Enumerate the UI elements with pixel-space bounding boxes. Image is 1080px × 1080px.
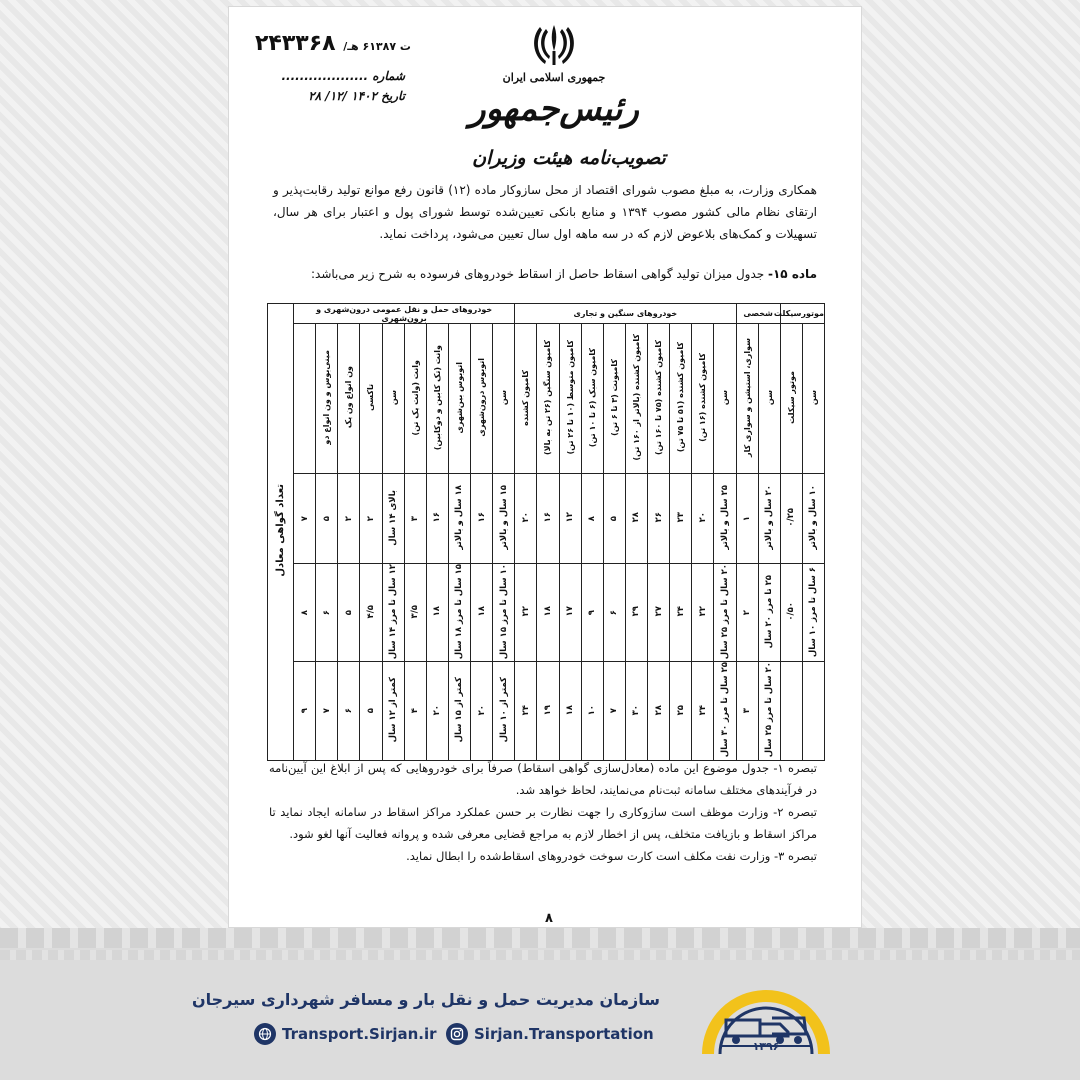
table-cell [515, 662, 537, 760]
column-header [714, 324, 736, 474]
table-cell [448, 474, 470, 564]
table-cell [802, 474, 824, 564]
table-cell [692, 474, 714, 564]
table-cell [692, 564, 714, 662]
cell-value: ۵ [609, 515, 620, 521]
column-header-label: مینی‌بوس و ون انواع دو [322, 350, 332, 445]
table-cell [603, 564, 625, 662]
column-header-label: سن [808, 389, 818, 406]
cell-value: ۲۰ سال تا مرز ۲۵ سال [719, 564, 730, 660]
cell-value: ۸ [299, 609, 310, 616]
cell-value: ۲۶ [653, 512, 664, 523]
table-cell [670, 662, 692, 760]
table-cell [581, 662, 603, 760]
cell-value: ۲۴ [697, 704, 708, 716]
cell-value: ۱۸ [542, 606, 553, 617]
cell-value: ۱۹ [542, 704, 553, 716]
cell-value: ۲۰ [520, 512, 531, 523]
cell-value: ۱۶ [476, 512, 487, 523]
column-header [316, 324, 338, 474]
table-cell [736, 564, 758, 662]
table-cell [316, 564, 338, 662]
cell-value: ۲۵ سال و بالاتر [719, 485, 730, 550]
column-header-label: کامیون کشنده (۷۵ تا ۱۶۰ تن) [654, 339, 664, 455]
table-cell [802, 662, 824, 760]
table-cell [736, 474, 758, 564]
document-number: ت ۶۱۳۸۷ هـ/ ۲۴۳۳۶۸ [255, 31, 411, 56]
table-cell [426, 474, 448, 564]
cell-value: ۱۰ سال و بالاتر [808, 485, 819, 550]
table-row [268, 662, 825, 760]
table-cell [603, 662, 625, 760]
date-line: تاریخ ۱۴۰۲ /۱۲/ ۲۸ [308, 89, 405, 103]
column-header [382, 324, 404, 474]
cell-value: ۱۸ [432, 606, 443, 617]
table-cell [670, 474, 692, 564]
cell-value: ۲۵ سال تا مرز ۳۰ سال [719, 662, 730, 758]
cell-value: کمتر از ۱۵ سال [454, 677, 465, 743]
notes-section [269, 757, 817, 867]
column-header [603, 324, 625, 474]
side-header: تعداد گواهی معادل [275, 484, 286, 578]
column-header [802, 324, 824, 474]
table-cell [758, 474, 780, 564]
column-header [625, 324, 647, 474]
table-cell [780, 474, 802, 564]
table-cell [382, 474, 404, 564]
globe-icon [254, 1023, 276, 1045]
instagram-link[interactable] [446, 1022, 654, 1046]
instagram-handle: Sirjan.Transportation [474, 1025, 654, 1043]
group-header-private: شخصی [736, 304, 780, 324]
cell-value: کمتر از ۱۲ سال [388, 677, 399, 743]
column-header-label: کامیون سبک (۶ تا ۱۰ تن) [587, 347, 597, 448]
table-cell [316, 474, 338, 564]
column-header [692, 324, 714, 474]
table-cell [493, 662, 515, 760]
table-cell [294, 564, 316, 662]
cell-value: ۲۰ [697, 512, 708, 523]
document-meta [255, 69, 405, 109]
cell-value: ۲ [365, 515, 376, 521]
cell-value: ۰/۵۰ [786, 602, 797, 621]
table-cell [471, 662, 493, 760]
column-header [515, 324, 537, 474]
scrap-certificate-table [267, 303, 825, 758]
table-cell [404, 662, 426, 760]
cell-value: ۱ [742, 515, 753, 521]
cell-value: ۲۵ [675, 704, 686, 716]
table-cell [360, 474, 382, 564]
table-cell [338, 662, 360, 760]
cell-value: ۸ [587, 515, 598, 521]
cell-value: ۲۰ سال و بالاتر [764, 485, 775, 550]
cell-value: ۶ سال تا مرز ۱۰ سال [808, 566, 819, 657]
table-group-header-row [268, 304, 825, 324]
cell-value: ۶ [343, 708, 354, 714]
table-cell [670, 564, 692, 662]
table-cell [714, 662, 736, 760]
page-number: ۸ [545, 911, 553, 926]
table-cell [537, 564, 559, 662]
column-header [426, 324, 448, 474]
table-cell [648, 474, 670, 564]
column-header [404, 324, 426, 474]
table-cell [360, 564, 382, 662]
table-cell [515, 474, 537, 564]
table-cell [648, 564, 670, 662]
cell-value: ۲۴ [520, 704, 531, 716]
organization-name: سازمان مدیریت حمل و نقل بار و مسافر شهرداری سیرجان [191, 990, 660, 1009]
table-cell [780, 662, 802, 760]
cell-value: ۶ [321, 609, 332, 616]
column-header-label: کامیون کشنده (۵۱ تا ۷۵ تن) [676, 342, 686, 453]
cell-value: ۳ [410, 515, 421, 521]
cell-value: ۲۰ [476, 704, 487, 716]
table-cell [338, 474, 360, 564]
table-cell [736, 662, 758, 760]
table-cell [471, 474, 493, 564]
cell-value: ۲ [343, 515, 354, 521]
table-cell [758, 564, 780, 662]
table-cell [625, 662, 647, 760]
column-header-label: ون انواع ون یک [344, 366, 354, 429]
cell-value: ۲۸ [631, 512, 642, 523]
group-header-motorcycle: موتورسیکلت [780, 304, 824, 324]
table-cell [360, 662, 382, 760]
table-cell [316, 662, 338, 760]
column-header [670, 324, 692, 474]
column-header [448, 324, 470, 474]
column-header-label: وانت (تک کابین و دوکابین) [432, 344, 442, 451]
article-15: ماده ۱۵- جدول میزان تولید گواهی اسقاط حاصل از اسقاط خودروهای فرسوده به شرح زیر می‌باشد: [311, 267, 817, 281]
table-cell [780, 564, 802, 662]
cell-value: ۲ [742, 609, 753, 616]
table-cell [294, 474, 316, 564]
column-header [338, 324, 360, 474]
column-header-label: سواری، استیشن و سواری کار [742, 337, 752, 458]
cell-value: ۱۸ [476, 606, 487, 617]
column-header [736, 324, 758, 474]
column-header-label: سن [764, 389, 774, 406]
cell-value: کمتر از ۱۰ سال [498, 677, 509, 743]
republic-title: جمهوری اسلامی ایران [502, 71, 606, 84]
cell-value: ۲۳ [675, 512, 686, 523]
instagram-icon [446, 1023, 468, 1045]
table-cell [338, 564, 360, 662]
cell-value: ۳۰ [631, 704, 642, 716]
cell-value: ۲۵ تا مرز ۲۰ سال [764, 574, 775, 649]
cell-value: ۵ [321, 515, 332, 521]
cell-value: ۲۹ [631, 606, 642, 617]
cell-value: ۳ [742, 708, 753, 714]
column-header [493, 324, 515, 474]
table-cell [625, 564, 647, 662]
table-cell [448, 662, 470, 760]
column-header-label: کامیون کشنده [521, 369, 531, 426]
group-header-public: خودروهای حمل و نقل عمومی درون‌شهری و برون‌شهری [294, 304, 515, 324]
table-cell [404, 564, 426, 662]
cell-value: ۱۲ [565, 512, 576, 523]
cell-value: ۳/۵ [410, 604, 421, 619]
table-cell [559, 474, 581, 564]
table-column-header-row [268, 324, 825, 474]
note-1: تبصره ۱- جدول موضوع این ماده (معادل‌سازی گواهی اسقاط) صرفاً برای خودروهایی که پس از ابلاغ این آیین‌نامه در فرآیندهای مختلف سامانه ثبت‌نام می‌نمایند، لحاظ خواهد شد. [269, 761, 817, 797]
cell-value: ۲۰ [432, 704, 443, 716]
cell-value: ۷ [299, 515, 310, 521]
website-link[interactable] [254, 1022, 437, 1046]
cell-value: ۹ [587, 609, 598, 616]
table-cell [493, 474, 515, 564]
table-cell [692, 662, 714, 760]
table-cell [493, 564, 515, 662]
column-header [471, 324, 493, 474]
decree-document [228, 6, 862, 928]
cell-value: ۱۰ [587, 704, 598, 716]
table-cell [603, 474, 625, 564]
cell-value: ۱۷ [565, 606, 576, 617]
table-cell [714, 474, 736, 564]
cell-value: ۲۷ [653, 606, 664, 617]
table-cell [802, 564, 824, 662]
table-cell [625, 474, 647, 564]
footer-pattern-2 [0, 950, 1080, 960]
column-header-label: موتور سیکلت [786, 371, 796, 424]
table-cell [294, 662, 316, 760]
logo-year: ۱۳۹۶ [752, 1040, 780, 1053]
column-header-label: سن [720, 389, 730, 406]
table-row [268, 474, 825, 564]
column-header-label: وانت (وانت یک تن) [410, 359, 420, 436]
cell-value: ۱۰ سال تا مرز ۱۵ سال [498, 564, 509, 660]
website-url: Transport.Sirjan.ir [282, 1025, 437, 1043]
cell-value: بالای ۱۴ سال [388, 489, 399, 546]
table-cell [581, 564, 603, 662]
cell-value: ۶ [609, 609, 620, 616]
table-cell [537, 662, 559, 760]
cell-value: ۵ [343, 609, 354, 616]
column-header-label: کامیون کشنده (بالاتر از ۱۶۰ تن) [631, 334, 641, 461]
paragraph-1: همکاری وزارت، به مبلغ مصوب شورای اقتصاد از محل سازوکار ماده (۱۲) قانون رفع موانع تولید رقابت‌پذیر و ارتقای نظام مالی کشور مصوب ۱۳۹۴ و منابع بانکی تعیین‌شده توسط شورای پول و اعتبار برای هر سال، تسهیلات و کمک‌های بلاعوض لازم که در سه ماهه اول سال تعیین می‌شود، پرداخت نماید. [273, 183, 817, 241]
cell-value: ۴/۵ [365, 604, 376, 619]
column-header-label: تاکسی [366, 384, 376, 411]
column-header-label: سن [499, 389, 509, 406]
cell-value: ۱۲ سال تا مرز ۱۴ سال [388, 564, 399, 660]
table-cell [758, 662, 780, 760]
cell-value: ۲۸ [653, 704, 664, 716]
cell-value: ۱۵ سال و بالاتر [498, 485, 509, 550]
cell-value: ۱۶ [432, 512, 443, 523]
table-cell [537, 474, 559, 564]
number-line: شماره ................... [281, 69, 405, 83]
table-cell [426, 662, 448, 760]
cell-value: ۲۴ [675, 606, 686, 617]
cell-value: ۲۲ [520, 606, 531, 617]
footer-pattern [0, 928, 1080, 948]
column-header [758, 324, 780, 474]
column-header-label: کامیون کشنده (۱۶ تن) [698, 353, 708, 442]
cell-value: ۰/۲۵ [786, 508, 797, 527]
column-header [360, 324, 382, 474]
column-header [780, 324, 802, 474]
group-header-heavy: خودروهای سنگین و تجاری [515, 304, 736, 324]
column-header-label: کامیون متوسط (۱۰ تا ۲۶ تن) [565, 340, 575, 455]
president-title: رئیس‌جمهور [469, 89, 639, 129]
table-cell [471, 564, 493, 662]
column-header-label: اتوبوس بین‌شهری [454, 361, 464, 434]
table-cell [559, 662, 581, 760]
cell-value: ۹ [299, 708, 310, 714]
column-header [581, 324, 603, 474]
column-header-label: سن [388, 389, 398, 406]
column-header [559, 324, 581, 474]
iran-emblem-icon [531, 21, 577, 69]
cell-value: ۷ [321, 708, 332, 714]
note-2: تبصره ۲- وزارت موظف است سازوکاری را جهت نظارت بر حسن عملکرد مراکز اسقاط در سامانه ایجاد نماید تا مراکز اسقاط و بازیافت متخلف، پس از اخطار لازم به مراجع قضایی معرفی شده و پروانه فعالیت آنها لغو شود. [269, 805, 818, 841]
column-header [648, 324, 670, 474]
cell-value: ۱۵ سال تا مرز ۱۸ سال [454, 564, 465, 660]
table-cell [581, 474, 603, 564]
column-header [537, 324, 559, 474]
table-cell [648, 662, 670, 760]
column-header-label: کامیونت (۳ تا ۶ تن) [609, 359, 619, 436]
table-cell [382, 564, 404, 662]
table-cell [515, 564, 537, 662]
cell-value: ۲۲ [697, 606, 708, 617]
table-cell [382, 662, 404, 760]
note-3: تبصره ۳- وزارت نفت مکلف است کارت سوخت خودروهای اسقاط‌شده را ابطال نماید. [406, 849, 817, 863]
cell-value: ۱۶ [542, 512, 553, 523]
table-cell [448, 564, 470, 662]
table-cell [714, 564, 736, 662]
table-row [268, 564, 825, 662]
cell-value: ۴ [410, 708, 421, 714]
cell-value: ۱۸ [565, 704, 576, 716]
cell-value: ۵ [365, 708, 376, 714]
cell-value: ۲۰ سال تا مرز ۲۵ سال [764, 662, 775, 758]
table-cell [404, 474, 426, 564]
cell-value: ۷ [609, 708, 620, 714]
cell-value: ۱۸ سال و بالاتر [454, 485, 465, 550]
side-header-cell [268, 304, 294, 761]
column-header-label: کامیون سنگین (۲۶ تن به بالا) [543, 339, 553, 455]
table-cell [426, 564, 448, 662]
column-header-label: اتوبوس درون‌شهری [477, 358, 487, 437]
cabinet-title: تصویب‌نامه هیئت وزیران [472, 147, 666, 169]
table-cell [559, 564, 581, 662]
